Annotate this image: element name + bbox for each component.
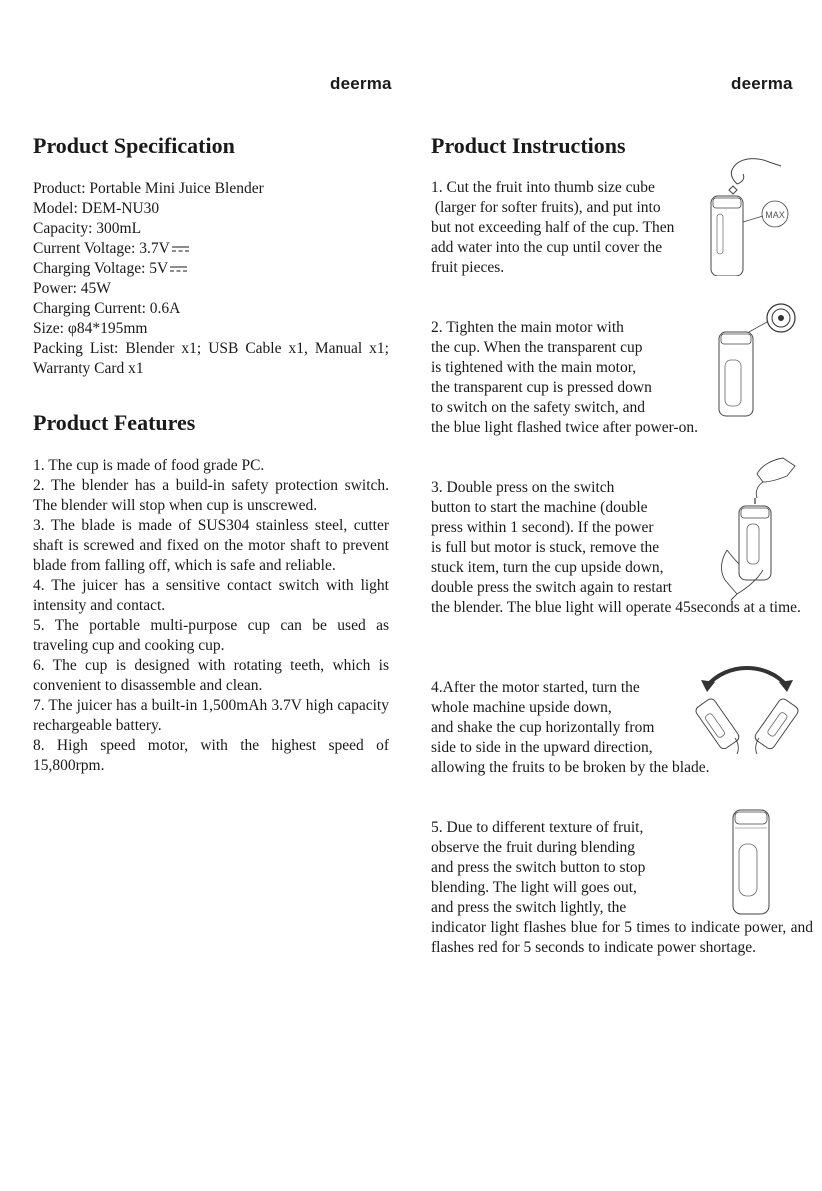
step-line: fruit pieces. (431, 259, 505, 276)
list-item: 6. The cup is designed with rotating teeth, which is convenient to disassemble and clean. (33, 657, 389, 694)
spec-model: Model: DEM-NU30 (33, 200, 160, 217)
instructions-title: Product Instructions (431, 133, 626, 158)
shake-cup-icon (677, 658, 817, 754)
list-item: 5. The portable multi-purpose cup can be used as traveling cup and cooking cup. (33, 617, 389, 654)
hand-adding-fruit-icon (699, 152, 799, 276)
step-line: stuck item, turn the cup upside down, (431, 559, 664, 576)
spec-list (33, 179, 389, 379)
step-line: but not exceeding half of the cup. Then (431, 219, 675, 236)
brand-logo-right: deerma (731, 74, 793, 93)
spec-power: Power: 45W (33, 280, 111, 297)
finger-press-icon (697, 454, 807, 604)
spec-product: Product: Portable Mini Juice Blender (33, 180, 264, 197)
step-line: button to start the machine (double (431, 499, 648, 516)
list-item: 7. The juicer has a built-in 1,500mAh 3.7V high capacity rechargeable battery. (33, 697, 389, 734)
step-line: side to side in the upward direction, (431, 739, 653, 756)
step-line: 2. Tighten the main motor with (431, 319, 624, 336)
step-line: 3. Double press on the switch (431, 479, 615, 496)
step-line: is tightened with the main motor, (431, 359, 637, 376)
spec-packing-list: Packing List: Blender x1; USB Cable x1, Manual x1; Warranty Card x1 (33, 340, 389, 377)
list-item: 3. The blade is made of SUS304 stainless steel, cutter shaft is screwed and fixed on the motor shaft to prevent blade from falling off, which is safe and reliable. (33, 517, 389, 574)
max-label: MAX (765, 210, 785, 220)
instruction-step-2 (431, 318, 751, 438)
spec-current-voltage: Current Voltage: 3.7V (33, 239, 389, 259)
step-line: whole machine upside down, (431, 699, 612, 716)
dc-voltage-icon (170, 265, 187, 273)
step-line: press within 1 second). If the power (431, 519, 654, 536)
step-line: add water into the cup until cover the (431, 239, 663, 256)
spec-capacity: Capacity: 300mL (33, 220, 142, 237)
list-item: 2. The blender has a build-in safety protection switch. The blender will stop when cup is unscrewed. (33, 477, 389, 514)
features-list (33, 456, 389, 776)
step-line: (larger for softer fruits), and put into (431, 199, 661, 216)
step-line: the blue light flashed twice after power-on. (431, 419, 698, 436)
motor-cap-icon (713, 298, 799, 418)
step-line: blending. The light will goes out, (431, 879, 637, 896)
spec-charging-voltage: Charging Voltage: 5V (33, 259, 389, 279)
left-column (33, 132, 389, 776)
step-line: 5. Due to different texture of fruit, (431, 819, 644, 836)
spec-title: Product Specification (33, 133, 235, 158)
step-line: and shake the cup horizontally from (431, 719, 655, 736)
list-item: 1. The cup is made of food grade PC. (33, 457, 265, 474)
right-column (431, 132, 813, 1032)
step-line: 1. Cut the fruit into thumb size cube (431, 179, 655, 196)
step-line: the cup. When the transparent cup (431, 339, 643, 356)
step-line: indicator light flashes blue for 5 times to indicate power, and flashes red for 5 seconds to indicate power shortage. (431, 919, 813, 956)
list-item: 4. The juicer has a sensitive contact switch with light intensity and contact. (33, 577, 389, 614)
instruction-step-1 (431, 178, 731, 278)
step-line: and press the switch lightly, the (431, 899, 627, 916)
step-line: allowing the fruits to be broken by the blade. (431, 759, 710, 776)
step-line: 4.After the motor started, turn the (431, 679, 640, 696)
spec-charging-current: Charging Current: 0.6A (33, 300, 181, 317)
step-line: to switch on the safety switch, and (431, 399, 645, 416)
step-line: is full but motor is stuck, remove the (431, 539, 660, 556)
features-title: Product Features (33, 410, 196, 435)
step-line: observe the fruit during blending (431, 839, 636, 856)
spec-size: Size: φ84*195mm (33, 320, 148, 337)
step-line: double press the switch again to restart (431, 579, 673, 596)
brand-logo-left: deerma (330, 74, 392, 93)
step-line: and press the switch button to stop (431, 859, 646, 876)
step-line: the blender. The blue light will operate 45seconds at a time. (431, 599, 801, 616)
list-item: 8. High speed motor, with the highest speed of 15,800rpm. (33, 737, 389, 774)
blender-cup-icon (727, 806, 777, 916)
dc-voltage-icon (172, 245, 189, 253)
step-line: the transparent cup is pressed down (431, 379, 652, 396)
